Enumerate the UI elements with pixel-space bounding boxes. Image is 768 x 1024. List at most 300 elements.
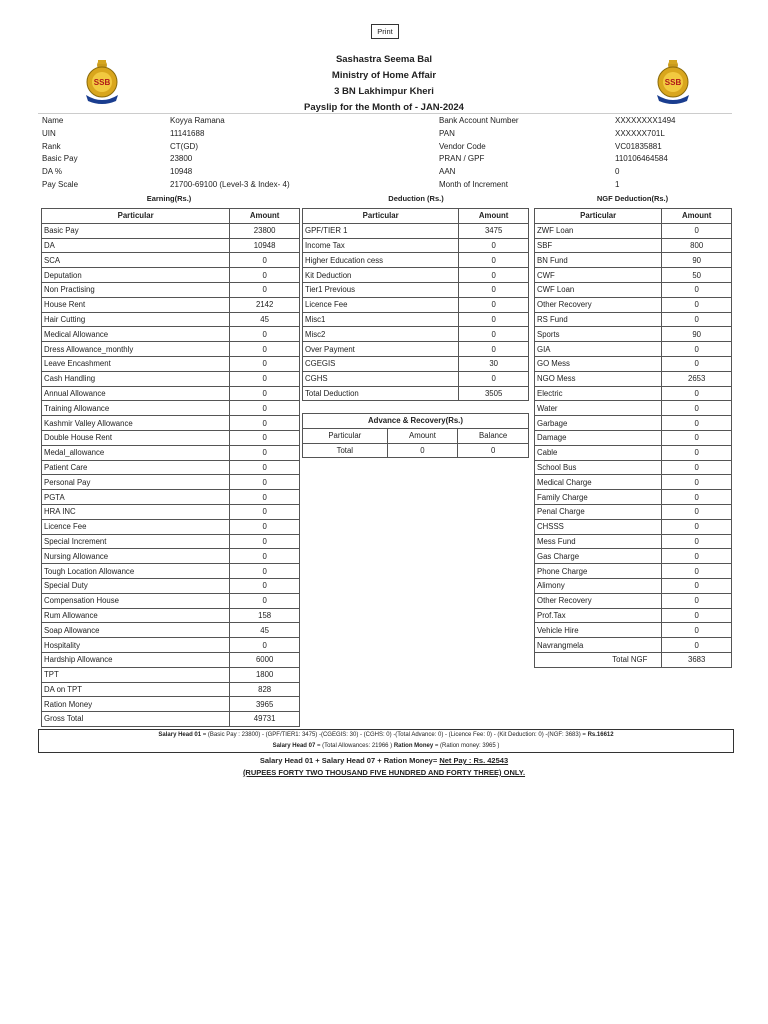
table-row — [42, 504, 300, 519]
row-particular: Non Practising — [42, 282, 230, 297]
table-row — [535, 638, 732, 653]
net-pay-section — [0, 755, 768, 779]
ngf-total-label: Total NGF — [535, 652, 662, 667]
table-row — [535, 445, 732, 460]
salary-head07-label: Salary Head 07 — [272, 743, 316, 749]
row-amount: 0 — [230, 282, 300, 297]
row-particular: Alimony — [535, 578, 662, 593]
row-particular: RS Fund — [535, 312, 662, 327]
table-row — [42, 697, 300, 712]
employee-info-right — [439, 115, 739, 192]
table-row — [42, 223, 300, 238]
row-particular: School Bus — [535, 460, 662, 475]
row-amount: 0 — [230, 504, 300, 519]
table-row — [535, 430, 732, 445]
row-amount: 0 — [662, 297, 732, 312]
table-row — [42, 652, 300, 667]
row-particular: PGTA — [42, 490, 230, 505]
info-right-label: Vendor Code — [439, 141, 486, 151]
info-left-label: Pay Scale — [42, 179, 79, 189]
row-amount: 1800 — [230, 667, 300, 682]
ngf-amount-header: Amount — [662, 209, 732, 224]
info-left-value: 10948 — [170, 167, 193, 177]
info-right-row — [439, 128, 739, 141]
ngf-section-title: NGF Deduction(Rs.) — [596, 194, 669, 203]
table-row — [42, 490, 300, 505]
table-row — [42, 475, 300, 490]
row-amount: 0 — [230, 475, 300, 490]
info-right-value: 1 — [615, 179, 620, 189]
row-amount: 2142 — [230, 297, 300, 312]
deductions-amount-header: Amount — [459, 209, 529, 224]
table-row — [42, 430, 300, 445]
table-row — [303, 268, 529, 283]
table-row — [42, 238, 300, 253]
row-amount: 0 — [662, 386, 732, 401]
row-particular: CHSSS — [535, 519, 662, 534]
info-left-label: Name — [42, 116, 64, 125]
table-row — [42, 682, 300, 697]
row-particular: GPF/TIER 1 — [303, 223, 459, 238]
row-amount: 0 — [662, 593, 732, 608]
org-name: Sashastra Seema Bal — [335, 54, 433, 65]
row-amount: 0 — [662, 504, 732, 519]
row-particular: Mess Fund — [535, 534, 662, 549]
row-particular: SBF — [535, 238, 662, 253]
row-amount: 0 — [662, 623, 732, 638]
row-particular: Income Tax — [303, 238, 459, 253]
row-amount: 0 — [230, 593, 300, 608]
row-amount: 0 — [230, 564, 300, 579]
table-row — [535, 371, 732, 386]
row-particular: Hospitality — [42, 638, 230, 653]
row-particular: Over Payment — [303, 342, 459, 357]
row-amount: 3505 — [459, 386, 529, 401]
row-amount: 0 — [459, 342, 529, 357]
table-row — [42, 356, 300, 371]
row-particular: NGO Mess — [535, 371, 662, 386]
table-row — [42, 608, 300, 623]
table-row — [42, 297, 300, 312]
row-amount: 0 — [230, 371, 300, 386]
ngf-table — [534, 208, 732, 668]
ration-money-formula: = (Ration money: 3965 ) — [433, 743, 500, 749]
info-left-value: 11141688 — [170, 128, 205, 138]
row-amount: 0 — [662, 445, 732, 460]
table-row — [42, 578, 300, 593]
row-particular: Electric — [535, 386, 662, 401]
row-amount: 0 — [230, 578, 300, 593]
row-amount: 0 — [662, 430, 732, 445]
table-row — [42, 593, 300, 608]
table-row — [535, 460, 732, 475]
row-amount: 0 — [662, 460, 732, 475]
advance-total-amount: 0 — [387, 443, 458, 458]
row-particular: DA — [42, 238, 230, 253]
table-row — [303, 327, 529, 342]
table-row — [42, 342, 300, 357]
deductions-particular-header: Particular — [303, 209, 459, 224]
info-right-row — [439, 141, 739, 154]
row-amount: 800 — [662, 238, 732, 253]
row-amount: 0 — [662, 534, 732, 549]
row-particular: Special Increment — [42, 534, 230, 549]
payslip-title: Payslip for the Month of - JAN-2024 — [304, 102, 464, 113]
row-particular: Soap Allowance — [42, 623, 230, 638]
table-row — [42, 268, 300, 283]
row-particular: Personal Pay — [42, 475, 230, 490]
row-amount: 0 — [459, 371, 529, 386]
table-row — [42, 386, 300, 401]
info-left-label: Basic Pay — [42, 154, 78, 164]
row-amount: 2653 — [662, 371, 732, 386]
salary-head01-label: Salary Head 01 — [158, 732, 202, 738]
table-row — [42, 519, 300, 534]
unit-name: 3 BN Lakhimpur Kheri — [334, 86, 434, 97]
row-particular: Damage — [535, 430, 662, 445]
salary-head01-result: Rs.16612 — [587, 732, 614, 738]
salary-head07-formula: = (Total Allowances: 21966 ) — [315, 743, 394, 749]
advance-amount-header: Amount — [387, 428, 458, 443]
table-row — [535, 623, 732, 638]
row-amount: 0 — [230, 460, 300, 475]
info-right-label: Month of Increment — [439, 179, 508, 189]
row-particular: Sports — [535, 327, 662, 342]
table-row — [535, 593, 732, 608]
table-row — [42, 712, 300, 727]
table-row — [303, 297, 529, 312]
advance-balance-header: Balance — [458, 428, 529, 443]
ration-money-label: Ration Money — [393, 743, 434, 749]
info-left-row — [42, 115, 402, 128]
table-row — [42, 667, 300, 682]
info-left-value: 21700-69100 (Level-3 & Index- 4) — [170, 179, 290, 189]
table-row — [42, 638, 300, 653]
row-amount: 0 — [230, 519, 300, 534]
row-particular: Other Recovery — [535, 593, 662, 608]
row-particular: Gross Total — [42, 712, 230, 727]
table-row — [535, 327, 732, 342]
table-row — [535, 282, 732, 297]
info-right-label: AAN — [439, 167, 456, 177]
info-right-row — [439, 153, 739, 166]
row-particular: GO Mess — [535, 356, 662, 371]
table-row — [535, 519, 732, 534]
row-particular: SCA — [42, 253, 230, 268]
row-amount: 0 — [230, 416, 300, 431]
info-left-label: DA % — [42, 167, 63, 177]
row-particular: Garbage — [535, 416, 662, 431]
row-amount: 0 — [230, 638, 300, 653]
earnings-table — [41, 208, 300, 727]
print-button[interactable]: Print — [371, 24, 399, 39]
row-amount: 0 — [662, 312, 732, 327]
row-amount: 0 — [230, 268, 300, 283]
ngf-particular-header: Particular — [535, 209, 662, 224]
row-amount: 0 — [662, 282, 732, 297]
divider — [38, 113, 732, 114]
net-pay-prefix: Salary Head 01 + Salary Head 07 + Ration Money= — [259, 756, 440, 765]
deductions-table — [302, 208, 529, 401]
row-particular: CGHS — [303, 371, 459, 386]
table-row — [535, 416, 732, 431]
info-left-value: 23800 — [170, 154, 193, 164]
table-row — [535, 608, 732, 623]
row-particular: Prof.Tax — [535, 608, 662, 623]
row-amount: 0 — [459, 327, 529, 342]
info-left-row — [42, 153, 402, 166]
row-amount: 3965 — [230, 697, 300, 712]
row-particular: Total Deduction — [303, 386, 459, 401]
table-row — [303, 238, 529, 253]
row-amount: 0 — [662, 564, 732, 579]
table-row — [535, 238, 732, 253]
svg-text:SSB: SSB — [664, 78, 682, 87]
row-amount: 0 — [662, 356, 732, 371]
info-right-value: XXXXXXXX1494 — [615, 116, 676, 125]
row-particular: Tier1 Previous — [303, 282, 459, 297]
row-amount: 0 — [459, 297, 529, 312]
row-particular: Basic Pay — [42, 223, 230, 238]
table-row — [42, 460, 300, 475]
table-row — [303, 223, 529, 238]
table-row — [535, 534, 732, 549]
table-row — [535, 490, 732, 505]
info-right-value: XXXXXX701L — [615, 128, 665, 138]
table-row — [535, 223, 732, 238]
advance-recovery-table — [302, 413, 529, 458]
table-row — [535, 475, 732, 490]
row-particular: Medal_allowance — [42, 445, 230, 460]
advance-total-balance: 0 — [458, 443, 529, 458]
info-left-label: Rank — [42, 141, 61, 151]
row-amount: 90 — [662, 327, 732, 342]
table-row — [42, 371, 300, 386]
info-left-value: CT(GD) — [170, 141, 198, 151]
table-row — [303, 386, 529, 401]
row-particular: CGEGIS — [303, 356, 459, 371]
earnings-amount-header: Amount — [230, 209, 300, 224]
row-particular: CWF — [535, 268, 662, 283]
table-row — [303, 282, 529, 297]
row-particular: Vehicle Hire — [535, 623, 662, 638]
row-particular: Rum Allowance — [42, 608, 230, 623]
row-amount: 0 — [230, 490, 300, 505]
row-particular: Cash Handling — [42, 371, 230, 386]
table-row — [535, 564, 732, 579]
row-particular: Licence Fee — [42, 519, 230, 534]
row-particular: Hair Cutting — [42, 312, 230, 327]
table-row — [535, 356, 732, 371]
earning-section-title: Earning(Rs.) — [146, 194, 192, 203]
info-left-label: UIN — [42, 128, 56, 138]
row-amount: 0 — [230, 430, 300, 445]
row-particular: Misc1 — [303, 312, 459, 327]
info-right-row — [439, 166, 739, 179]
table-row — [42, 282, 300, 297]
row-amount: 0 — [662, 490, 732, 505]
row-amount: 0 — [459, 253, 529, 268]
row-amount: 0 — [662, 475, 732, 490]
deduction-section-title: Deduction (Rs.) — [388, 194, 444, 203]
row-amount: 6000 — [230, 652, 300, 667]
row-particular: Penal Charge — [535, 504, 662, 519]
info-right-row — [439, 115, 739, 128]
row-particular: Patient Care — [42, 460, 230, 475]
info-right-label: Bank Account Number — [439, 116, 519, 125]
row-amount: 0 — [230, 327, 300, 342]
employee-info-left — [42, 115, 402, 192]
table-row — [303, 371, 529, 386]
table-row — [42, 401, 300, 416]
row-particular: TPT — [42, 667, 230, 682]
row-particular: Leave Encashment — [42, 356, 230, 371]
table-row — [535, 342, 732, 357]
row-amount: 45 — [230, 312, 300, 327]
table-row — [303, 253, 529, 268]
table-row — [535, 253, 732, 268]
row-amount: 0 — [662, 416, 732, 431]
row-amount: 10948 — [230, 238, 300, 253]
info-right-value: VC01835881 — [615, 141, 662, 151]
row-particular: Licence Fee — [303, 297, 459, 312]
row-particular: Compensation House — [42, 593, 230, 608]
row-amount: 0 — [230, 253, 300, 268]
row-particular: Deputation — [42, 268, 230, 283]
table-row — [303, 356, 529, 371]
info-right-row — [439, 179, 739, 192]
row-particular: House Rent — [42, 297, 230, 312]
table-row — [535, 297, 732, 312]
info-left-value: Koyya Ramana — [170, 116, 225, 125]
row-amount: 0 — [230, 342, 300, 357]
row-particular: Higher Education cess — [303, 253, 459, 268]
table-row — [303, 312, 529, 327]
info-right-label: PRAN / GPF — [439, 154, 485, 164]
net-pay-words: (RUPEES FORTY TWO THOUSAND FIVE HUNDRED AND FORTY THREE) ONLY. — [242, 768, 526, 777]
row-particular: Other Recovery — [535, 297, 662, 312]
row-particular: Ration Money — [42, 697, 230, 712]
row-particular: Navrangmela — [535, 638, 662, 653]
table-row — [42, 253, 300, 268]
advance-total-label: Total — [303, 443, 388, 458]
row-particular: BN Fund — [535, 253, 662, 268]
row-amount: 50 — [662, 268, 732, 283]
table-row — [303, 342, 529, 357]
table-row — [535, 578, 732, 593]
row-amount: 0 — [662, 549, 732, 564]
info-left-row — [42, 179, 402, 192]
row-particular: Kit Deduction — [303, 268, 459, 283]
table-row — [535, 386, 732, 401]
advance-particular-header: Particular — [303, 428, 388, 443]
payslip-header — [0, 52, 768, 116]
info-right-value: 0 — [615, 167, 620, 177]
table-row — [535, 401, 732, 416]
row-particular: ZWF Loan — [535, 223, 662, 238]
table-row — [535, 268, 732, 283]
row-amount: 0 — [459, 282, 529, 297]
table-row — [42, 564, 300, 579]
info-right-value: 110106464584 — [615, 154, 668, 164]
row-amount: 0 — [662, 223, 732, 238]
row-amount: 0 — [459, 238, 529, 253]
info-left-row — [42, 166, 402, 179]
ministry-name: Ministry of Home Affair — [331, 70, 437, 81]
row-particular: HRA INC — [42, 504, 230, 519]
info-right-label: PAN — [439, 128, 455, 138]
row-particular: Special Duty — [42, 578, 230, 593]
table-row — [42, 312, 300, 327]
table-row — [42, 416, 300, 431]
row-amount: 0 — [230, 549, 300, 564]
row-particular: Misc2 — [303, 327, 459, 342]
ngf-total-amount: 3683 — [662, 652, 732, 667]
row-particular: Dress Allowance_monthly — [42, 342, 230, 357]
row-particular: Water — [535, 401, 662, 416]
salary-head01-formula: = (Basic Pay : 23800) - (GPF/TIER1: 3475) -(CGEGIS: 30) - (CGHS: 0) -(Total Advance: 0) - (Licence Fee: 0) - (Kit Deduction: 0) -(NGF: 3683) = — [201, 732, 588, 738]
row-particular: Nursing Allowance — [42, 549, 230, 564]
row-amount: 0 — [662, 608, 732, 623]
row-amount: 0 — [230, 401, 300, 416]
row-amount: 0 — [230, 534, 300, 549]
table-row — [535, 549, 732, 564]
ngf-total-row — [535, 652, 732, 667]
info-left-row — [42, 141, 402, 154]
row-amount: 0 — [662, 578, 732, 593]
row-particular: Medical Charge — [535, 475, 662, 490]
row-amount: 3475 — [459, 223, 529, 238]
row-amount: 0 — [230, 445, 300, 460]
row-particular: CWF Loan — [535, 282, 662, 297]
table-row — [535, 312, 732, 327]
row-particular: GIA — [535, 342, 662, 357]
row-amount: 45 — [230, 623, 300, 638]
earnings-particular-header: Particular — [42, 209, 230, 224]
table-row — [42, 445, 300, 460]
row-particular: Tough Location Allowance — [42, 564, 230, 579]
row-amount: 0 — [459, 312, 529, 327]
row-particular: Gas Charge — [535, 549, 662, 564]
row-particular: Family Charge — [535, 490, 662, 505]
row-amount: 23800 — [230, 223, 300, 238]
row-amount: 828 — [230, 682, 300, 697]
row-particular: Training Allowance — [42, 401, 230, 416]
row-amount: 0 — [662, 342, 732, 357]
row-amount: 0 — [230, 386, 300, 401]
table-row — [42, 534, 300, 549]
row-particular: Double House Rent — [42, 430, 230, 445]
info-left-row — [42, 128, 402, 141]
row-particular: Annual Allowance — [42, 386, 230, 401]
advance-title: Advance & Recovery(Rs.) — [303, 414, 529, 429]
row-amount: 90 — [662, 253, 732, 268]
row-particular: Cable — [535, 445, 662, 460]
row-amount: 0 — [662, 519, 732, 534]
table-row — [303, 443, 529, 458]
row-amount: 0 — [459, 268, 529, 283]
table-row — [42, 327, 300, 342]
row-amount: 49731 — [230, 712, 300, 727]
row-particular: Hardship Allowance — [42, 652, 230, 667]
row-amount: 0 — [230, 356, 300, 371]
row-particular: Medical Allowance — [42, 327, 230, 342]
row-amount: 158 — [230, 608, 300, 623]
row-particular: Phone Charge — [535, 564, 662, 579]
table-row — [42, 549, 300, 564]
table-row — [42, 623, 300, 638]
row-amount: 0 — [662, 401, 732, 416]
